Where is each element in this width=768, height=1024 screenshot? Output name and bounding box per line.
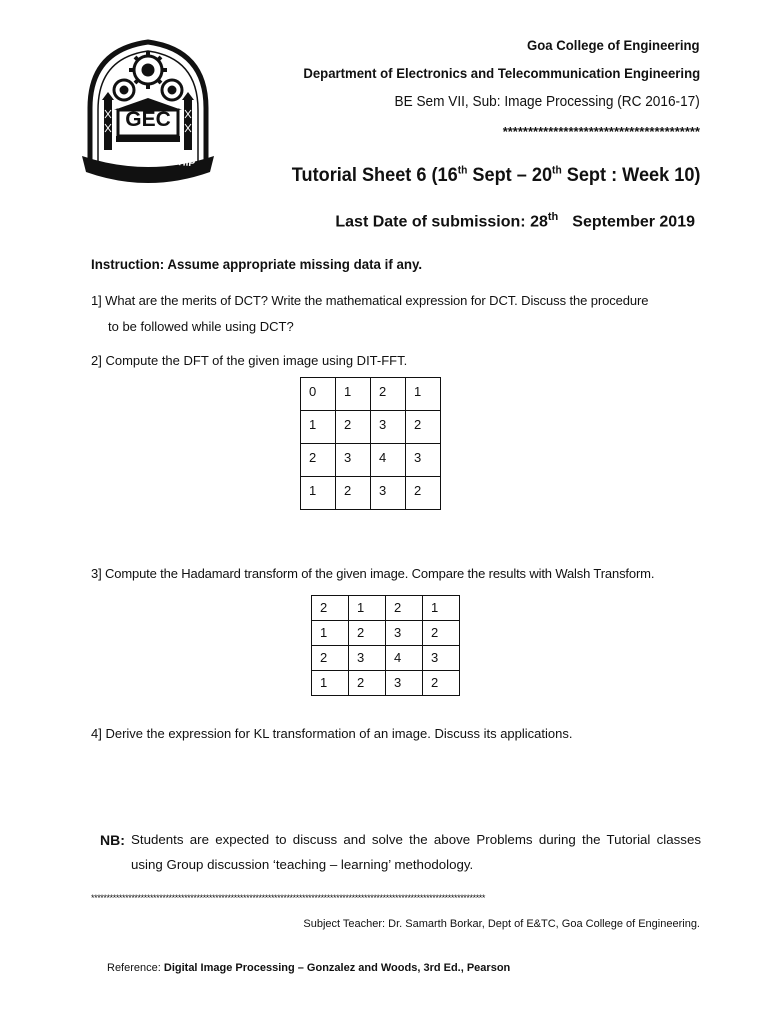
logo-text: GEC (125, 108, 171, 131)
note-line-2: using Group discussion ‘teaching – learning’ methodology. (131, 857, 474, 872)
department-name: Department of Electronics and Telecommunication Engineering (303, 65, 700, 81)
table-row: 2 1 2 1 (312, 596, 460, 621)
table-row: 0 1 2 1 (301, 378, 441, 411)
table-row: 1 2 3 2 (312, 671, 460, 696)
college-logo (78, 38, 218, 186)
question-2: 2] Compute the DFT of the given image using DIT-FFT. (91, 353, 408, 368)
college-name: Goa College of Engineering (527, 37, 700, 53)
instruction: Instruction: Assume appropriate missing data if any. (91, 256, 423, 272)
note-label: NB: (100, 832, 125, 848)
subject-teacher: Subject Teacher: Dr. Samarth Borkar, Dept of E&TC, Goa College of Engineering. (303, 918, 700, 930)
table-row: 1 2 3 2 (301, 411, 441, 444)
note-line-1: Students are expected to discuss and solve the above Problems during the Tutorial classes (131, 832, 701, 847)
footer-separator: ******************************************************************************************************************************* (91, 893, 486, 903)
last-date: Last Date of submission: 28th September 2019 (335, 211, 695, 231)
question-4: 4] Derive the expression for KL transformation of an image. Discuss its applications. (91, 726, 573, 741)
table-row: 1 2 3 2 (312, 621, 460, 646)
note-text (131, 827, 701, 877)
reference: Reference: Digital Image Processing – Gonzalez and Woods, 3rd Ed., Pearson (107, 962, 511, 974)
table-row: 2 3 4 3 (312, 646, 460, 671)
tutorial-title: Tutorial Sheet 6 (16th Sept – 20th Sept : Week 10) (291, 164, 700, 186)
hadamard-matrix (311, 595, 460, 696)
dft-matrix (300, 377, 441, 510)
question-1-cont: to be followed while using DCT? (108, 319, 294, 334)
header-stars: *************************************** (502, 124, 700, 139)
table-row: 1 2 3 2 (301, 477, 441, 510)
logo-motto: WORK IS WORSHIP (100, 151, 196, 170)
table-row: 2 3 4 3 (301, 444, 441, 477)
course-info: BE Sem VII, Sub: Image Processing (RC 2016-17) (394, 94, 700, 110)
question-3: 3] Compute the Hadamard transform of the given image. Compare the results with Walsh Transform. (91, 566, 655, 581)
question-1: 1] What are the merits of DCT? Write the mathematical expression for DCT. Discuss the procedure (91, 293, 649, 308)
